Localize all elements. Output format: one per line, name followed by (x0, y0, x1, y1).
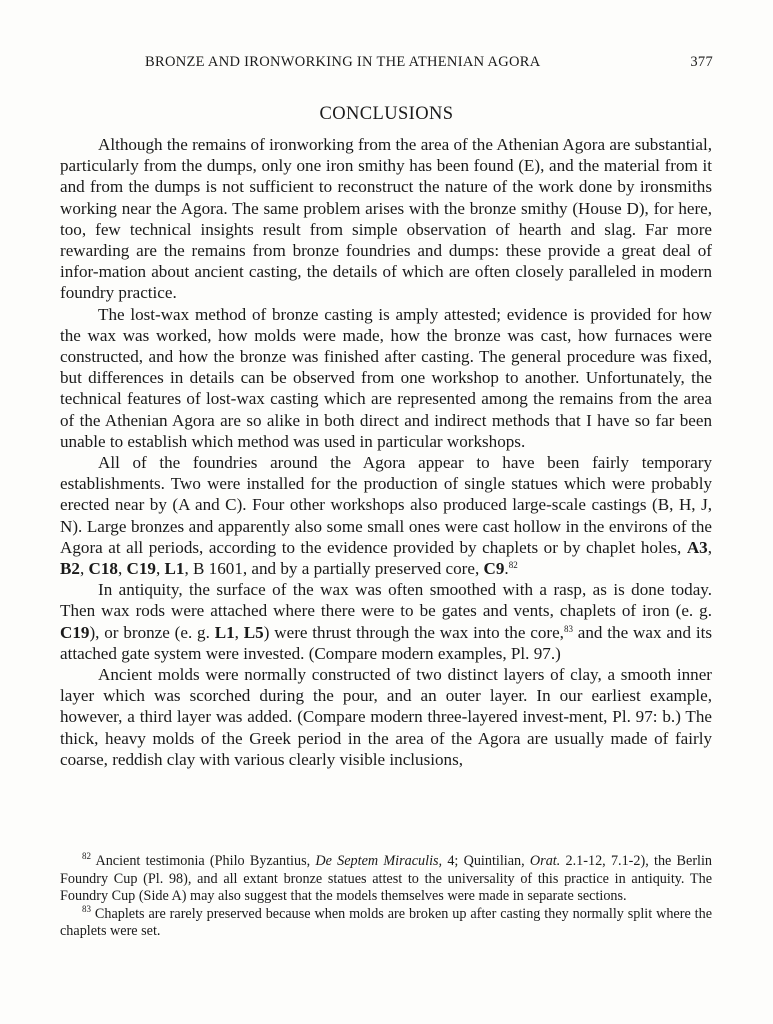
footnote-83-text: Chaplets are rarely preserved because when molds are broken up after casting they normally split where the chaplets were set. (60, 905, 712, 939)
catalog-ref: L1 (164, 559, 185, 579)
footnote-82-text-b: 4; Quintilian, (447, 853, 525, 869)
paragraph-4-text-b: ), or bronze (e. g. (89, 622, 210, 642)
work-title: Orat. (529, 853, 561, 869)
catalog-ref: C19 (126, 559, 156, 579)
footnote-number: 82 (82, 851, 91, 861)
paragraph-2: The lost-wax method of bronze casting is amply attested; evidence is provided for how the wax was worked, how molds were made, how the bronze was cast, how furnaces were constructed, and how the bronze was finished after casting. The general procedure was fixed, but differences in details can be observed from one workshop to another. Unfortunately, the technical features of lost-wax casting which are represented among the remains from the area of the Athenian Agora are so alike in both direct and indirect methods that I have so far been unable to establish which method was used in particular workshops. (60, 304, 712, 451)
paragraph-4: In antiquity, the surface of the wax was often smoothed with a rasp, as is done today. Then wax rods were attached where there were to be gates and vents, chaplets of iron (e. g. C19), or bronze (e. g. L1, L5) were thrust through the wax into the core,$^{83}$ and the wax and its attached gate system were invested. (Compare modern examples, Pl. 97.) (60, 580, 713, 663)
paragraph-4-text-d: and the wax and its attached gate system were invested. (Compare modern examples, Pl. 97.) (60, 622, 713, 663)
catalog-ref: L1 (214, 622, 235, 642)
footnote-82-text-a: Ancient testimonia (Philo Byzantius, (95, 853, 311, 869)
paragraph-5: Ancient molds were normally constructed of two distinct layers of clay, a smooth inner layer which was scorched during the pour, and an outer layer. In our earliest example, however, a third layer was added. (Compare modern three-layered invest-ment, Pl. 97: b.) The thick, heavy molds of the Greek period in the area of the Agora are usually made of fairly coarse, reddish clay with various clearly visible inclusions, (60, 665, 712, 769)
work-title: De Septem Miraculis, (315, 853, 443, 869)
catalog-ref: A3 (686, 537, 708, 557)
paragraph-3-text-c: . (504, 559, 509, 579)
footnote-ref-82[interactable]: 82 (508, 560, 518, 571)
footnote-82 (60, 853, 712, 906)
catalog-ref: C9 (483, 559, 505, 579)
footnote-ref-83[interactable]: 83 (563, 623, 573, 634)
section-title: CONCLUSIONS (319, 104, 454, 124)
catalog-ref: B2 (60, 559, 80, 579)
paragraph-4-text-a: In antiquity, the surface of the wax was often smoothed with a rasp, as is done today. Then wax rods were attached where there were to be gates and vents, chaplets of iron (e. g. (60, 580, 712, 621)
paragraph-3-text-b: , B 1601, and by a partially preserved core, (184, 559, 480, 579)
running-title: BRONZE AND IRONWORKING IN THE ATHENIAN AGORA (145, 54, 541, 70)
footnote-83 (60, 903, 712, 941)
catalog-ref: L5 (243, 622, 264, 642)
footnote-number: 83 (82, 903, 91, 914)
body-text (60, 134, 712, 770)
catalog-ref: C18 (88, 559, 118, 579)
paragraph-1: Although the remains of ironworking from the area of the Athenian Agora are substantial, particularly from the dumps, only one iron smithy has been found (E), and the material from it and from the dumps is not sufficient to reconstruct the nature of the work done by ironsmiths working near the Agora. The same problem arises with the bronze smithy (House D), for here, too, few technical insights result from simple observation of hearth and slag. Far more rewarding are the remains from bronze foundries and dumps: these provide a great deal of infor-mation about ancient casting, the details of which are often closely paralleled in modern foundry practice. (60, 135, 712, 303)
footnotes (60, 853, 712, 941)
footnote-82-text-c: 2.1-12, 7.1-2), the Berlin Foundry Cup (Pl. 98), and all extant bronze statues attest to the universality of this practice in antiquity. The Foundry Cup (Side A) may also suggest that the models themselves were made in separate sections. (60, 853, 713, 904)
paragraph-3-text-a: All of the foundries around the Agora appear to have been fairly temporary establishments. Two were installed for the production of single statues which were probably erected near by (A and C). Four other workshops also produced large-scale castings (B, H, J, N). Large bronzes and apparently also some small ones were cast hollow in the environs of the Agora at all periods, according to the evidence provided by chaplets or by chaplet holes, (60, 453, 712, 557)
paragraph-4-text-c: ) were thrust through the wax into the core, (263, 622, 564, 642)
page-number: 377 (690, 54, 713, 70)
catalog-ref: C19 (60, 622, 90, 642)
running-head (60, 54, 713, 76)
paragraph-3: All of the foundries around the Agora appear to have been fairly temporary establishments. Two were installed for the production of single statues which were probably erected near by (A and C). Four other workshops also produced large-scale castings (B, H, J, N). Large bronzes and apparently also some small ones were cast hollow in the environs of the Agora at all periods, according to the evidence provided by chaplets or by chaplet holes, A3, B2, C18, C19, L1, B 1601, and by a partially preserved core, C9.82 (60, 453, 712, 579)
